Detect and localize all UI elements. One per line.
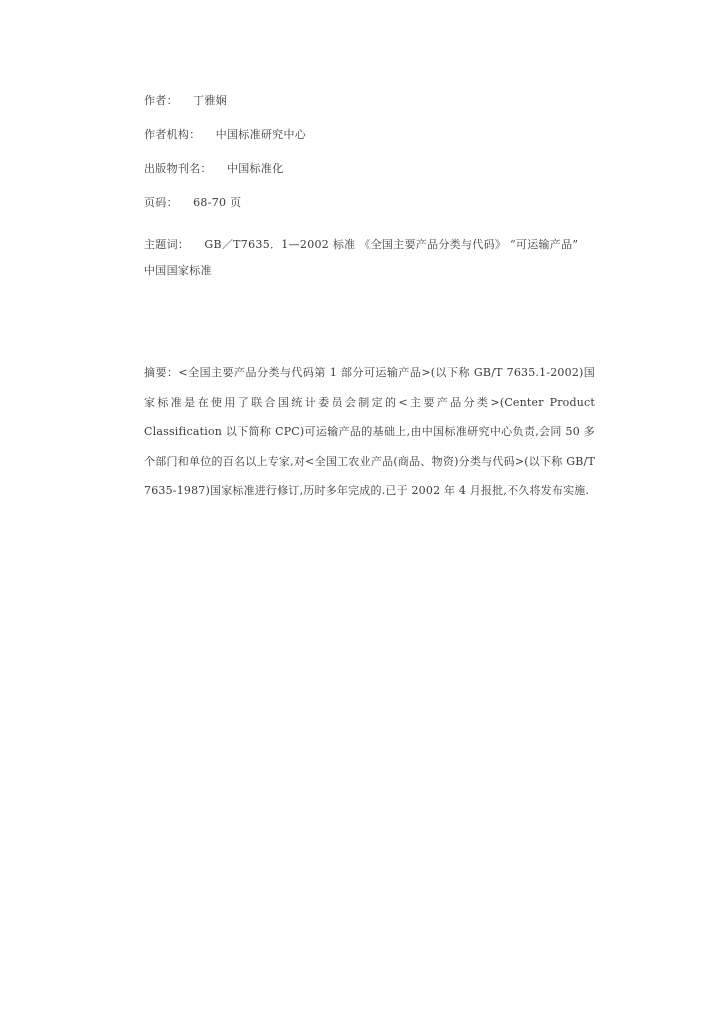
author-label: 作者：	[144, 94, 178, 107]
publication-label: 出版物刊名：	[144, 162, 212, 175]
org-line	[144, 128, 306, 142]
publication-value: 中国标准化	[227, 162, 284, 175]
keywords-label: 主题词：	[144, 238, 190, 251]
abstract-paragraph: 摘要：<全国主要产品分类与代码第 1 部分可运输产品>(以下称 GB/T 7635.1-2002)国家标准是在使用了联合国统计委员会制定的<主要产品分类>(Center Product Classification 以下简称 CPC)可运输产品的基础上,由中国标准研究中心负责,会同 50 多个部门和单位的百名以上专家,对<全国工农业产品(商品、物资)分类与代码>(以下称 GB/T 7635-1987)国家标准进行修订,历时多年完成的.已于 2002 年 4 月报批,不久将发布实施.	[144, 366, 595, 497]
keywords-continuation	[144, 264, 212, 278]
org-value: 中国标准研究中心	[215, 128, 307, 141]
author-value: 丁雅娴	[193, 94, 227, 107]
pages-value: 68-70 页	[193, 196, 242, 209]
author-line	[144, 94, 227, 108]
pages-label: 页码：	[144, 196, 178, 209]
keywords-value-2: 中国国家标准	[144, 264, 212, 277]
org-label: 作者机构：	[144, 128, 201, 141]
keywords-value: GB／T7635．1—2002 标准 《全国主要产品分类与代码》 “可运输产品”	[204, 238, 579, 251]
keywords-line	[144, 238, 578, 252]
pages-line	[144, 196, 241, 210]
publication-line	[144, 162, 284, 176]
